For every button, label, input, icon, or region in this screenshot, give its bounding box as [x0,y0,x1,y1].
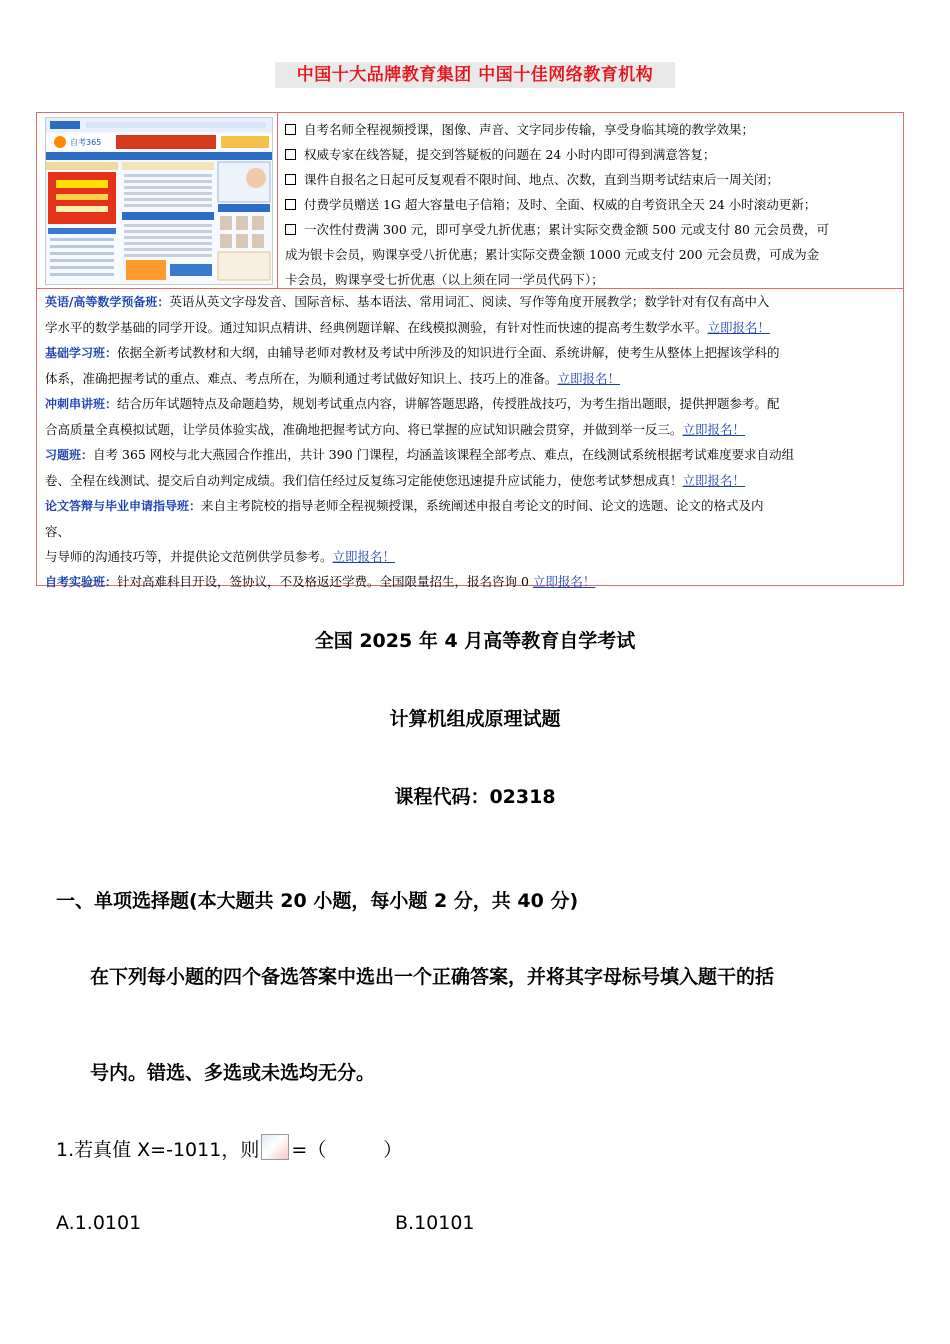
instruction-line: 号内。错选、多选或未选均无分。 [90,1062,376,1084]
signup-link[interactable]: 立即报名！ [332,549,396,564]
signup-link[interactable]: 立即报名！ [532,574,596,589]
promo-table [36,112,904,589]
course-name: 冲刺串讲班： [45,397,118,411]
course-item-experiment: 自考实验班：针对高难科目开设，签协议，不及格返还学费。全国限量招生，报名咨询 0 立即报名！ [45,574,596,589]
promo-top-row [37,113,903,289]
course-item-prep: 英语/高等数学预备班：英语从英文字母发音、国际音标、基本语法、常用词汇、阅读、写作等角度开展教学；数学针对有仅有高中入 学水平的数学基础的同学开设。通过知识点精讲、经典例题详解、在线模拟测验，有针对性而快速的提高考生数学水平。立即报名！ [45,294,771,335]
course-item-thesis: 论文答辩与毕业申请指导班：来自主考院校的指导老师全程视频授课，系统阐述申报自考论文的时间、论文的选题、论文的格式及内 容、 与导师的沟通技巧等，并提供论文范例供学员参考。立即报名！ [45,498,764,564]
option-b: B.10101 [395,1212,475,1234]
brand-banner: 中国十大品牌教育集团 中国十佳网络教育机构 [275,62,675,88]
benefit-continuation: 卡会员，购课享受七折优惠（以上须在同一学员代码下）； [285,272,604,287]
thumbnail-cell [37,113,278,288]
course-name: 习题班： [45,448,94,462]
benefit-item: 自考名师全程视频授课，图像、声音、文字同步传输，享受身临其境的教学效果； [285,117,895,142]
checkbox-icon [285,149,296,160]
formula-image-icon [261,1134,289,1160]
course-name: 基础学习班： [45,346,118,360]
exam-subject: 计算机组成原理试题 [389,708,561,730]
question-1: 1.若真值 X=-1011，则 =（ ） [56,1134,402,1162]
signup-link[interactable]: 立即报名！ [557,371,621,386]
signup-link[interactable]: 立即报名！ [682,473,746,488]
benefit-item: 付费学员赠送 1G 超大容量电子信箱；及时、全面、权威的自考资讯全天 24 小时滚动更新； [285,192,895,217]
exam-title: 全国 2025 年 4 月高等教育自学考试 [314,630,636,652]
course-item-basic: 基础学习班：依据全新考试教材和大纲，由辅导老师对教材及考试中所涉及的知识进行全面、系统讲解，使考生从整体上把握该学科的 体系，准确把握考试的重点、难点、考点所在，为顺利通过考试做好知识上、技巧上的准备。立即报名！ [45,345,780,386]
checkbox-icon [285,124,296,135]
course-item-sprint: 冲刺串讲班：结合历年试题特点及命题趋势，规划考试重点内容，讲解答题思路，传授胜战技巧，为考生指出题眼，提供押题参考。配 合高质量全真模拟试题，让学员体验实战，准确地把握考试方向、将已掌握的应试知识融会贯穿，并做到举一反三。立即报名！ [45,396,780,437]
course-name: 论文答辩与毕业申请指导班： [45,499,202,513]
option-a: A.1.0101 [56,1212,142,1234]
checkbox-icon [285,199,296,210]
benefit-continuation: 成为银卡会员，购课享受八折优惠；累计实际交费金额 1000 元或支付 200 元会员费，可成为金 [285,247,820,262]
checkbox-icon [285,224,296,235]
thumb-logo: 自考365 [70,138,102,147]
section-heading: 一、单项选择题(本大题共 20 小题，每小题 2 分，共 40 分) [56,890,579,912]
benefit-item: 一次性付费满 300 元，即可享受九折优惠；累计实际交费金额 500 元或支付 80 元会员费，可 [285,217,895,242]
signup-link[interactable]: 立即报名！ [707,320,771,335]
course-name: 自考实验班： [45,575,118,589]
website-thumbnail[interactable] [45,117,273,285]
checkbox-icon [285,174,296,185]
benefits-list [285,117,895,292]
instruction-line: 在下列每小题的四个备选答案中选出一个正确答案，并将其字母标号填入题干的括 [90,966,775,988]
benefit-item: 课件自报名之日起可反复观看不限时间、地点、次数，直到当期考试结束后一周关闭； [285,167,895,192]
signup-link[interactable]: 立即报名！ [682,422,746,437]
course-list [45,289,897,595]
website-thumbnail-graphic [46,118,272,284]
course-name: 英语/高等数学预备班： [45,295,170,309]
benefit-item: 权威专家在线答疑，提交到答疑板的问题在 24 小时内即可得到满意答复； [285,142,895,167]
course-code: 课程代码：02318 [394,786,556,808]
course-item-exercise: 习题班：自考 365 网校与北大燕园合作推出，共计 390 门课程，均涵盖该课程全部考点、难点，在线测试系统根据考试难度要求自动组 卷、全程在线测试、提交后自动判定成绩。我们信任经过反复练习定能使您迅速提升应试能力，使您考试梦想成真！立即报名！ [45,447,795,488]
